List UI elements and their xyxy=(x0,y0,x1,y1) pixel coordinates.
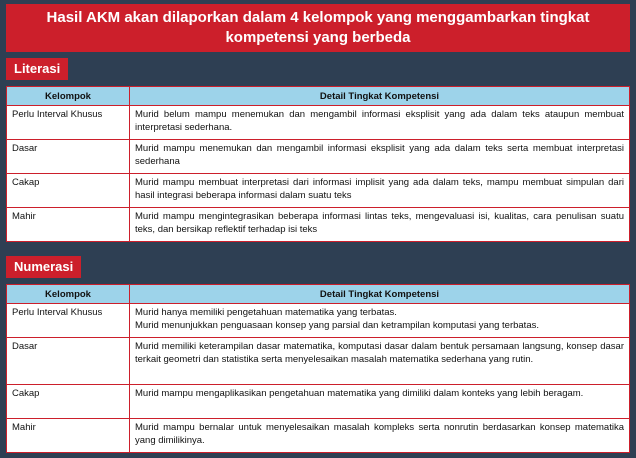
kelompok-cell: Dasar xyxy=(7,140,130,174)
literasi-table xyxy=(6,86,630,242)
column-header-kelompok: Kelompok xyxy=(7,87,130,106)
detail-text: Murid mampu menemukan dan mengambil informasi eksplisit yang ada dalam teks serta membuat interpretasi sederhana xyxy=(135,143,624,167)
detail-cell xyxy=(130,208,630,242)
title-line-1: Hasil AKM akan dilaporkan dalam 4 kelompok yang menggambarkan tingkat xyxy=(46,9,590,26)
detail-text: Murid mampu membuat interpretasi dari informasi implisit yang ada dalam teks, mampu membuat simpulan dari hasil integrasi beberapa informasi dalam suatu teks xyxy=(135,177,624,201)
kelompok-cell: Cakap xyxy=(7,174,130,208)
kelompok-cell: Mahir xyxy=(7,208,130,242)
detail-cell xyxy=(130,106,630,140)
detail-cell xyxy=(130,338,630,385)
table-header-row xyxy=(7,285,630,304)
detail-text: Murid hanya memiliki pengetahuan matematika yang terbatas. xyxy=(135,307,397,318)
kelompok-cell: Mahir xyxy=(7,419,130,453)
table-row xyxy=(7,419,630,453)
column-header-kelompok: Kelompok xyxy=(7,285,130,304)
table-row xyxy=(7,208,630,242)
section-label-literasi: Literasi xyxy=(6,58,68,80)
table-header-row xyxy=(7,87,630,106)
detail-cell xyxy=(130,140,630,174)
kelompok-cell: Perlu Interval Khusus xyxy=(7,304,130,338)
detail-cell xyxy=(130,304,630,338)
detail-text: Murid menunjukkan penguasaan konsep yang parsial dan ketrampilan komputasi yang terbatas. xyxy=(135,320,539,331)
table-row xyxy=(7,385,630,419)
detail-text: Murid mampu mengintegrasikan beberapa informasi lintas teks, mengevaluasi isi, kualitas, cara penulisan suatu teks, dan bersikap reflektif terhadap isi teks xyxy=(135,211,624,235)
detail-cell xyxy=(130,419,630,453)
title-banner xyxy=(6,4,630,52)
section-label-numerasi: Numerasi xyxy=(6,256,81,278)
detail-text: Murid belum mampu menemukan dan mengambil informasi eksplisit yang ada dalam teks ataupun membuat interpretasi sederhana. xyxy=(135,109,624,133)
kelompok-cell: Cakap xyxy=(7,385,130,419)
table-row xyxy=(7,174,630,208)
detail-text: Murid mampu mengaplikasikan pengetahuan matematika yang dimiliki dalam konteks yang lebih beragam. xyxy=(135,388,584,399)
numerasi-table xyxy=(6,284,630,453)
column-header-detail: Detail Tingkat Kompetensi xyxy=(130,87,630,106)
detail-cell xyxy=(130,385,630,419)
table-row xyxy=(7,304,630,338)
detail-text: Murid mampu bernalar untuk menyelesaikan masalah kompleks serta nonrutin berdasarkan konsep matematika yang dimilikinya. xyxy=(135,422,624,446)
title-line-2: kompetensi yang berbeda xyxy=(225,29,411,46)
kelompok-cell: Perlu Interval Khusus xyxy=(7,106,130,140)
table-row xyxy=(7,106,630,140)
column-header-detail: Detail Tingkat Kompetensi xyxy=(130,285,630,304)
table-row xyxy=(7,140,630,174)
kelompok-cell: Dasar xyxy=(7,338,130,385)
table-row xyxy=(7,338,630,385)
detail-cell xyxy=(130,174,630,208)
detail-text: Murid memiliki keterampilan dasar matematika, komputasi dasar dalam bentuk persamaan langsung, konsep dasar terkait geometri dan statistika serta menyelesaikan masalah matematika sederhana yang rutin. xyxy=(135,341,624,365)
